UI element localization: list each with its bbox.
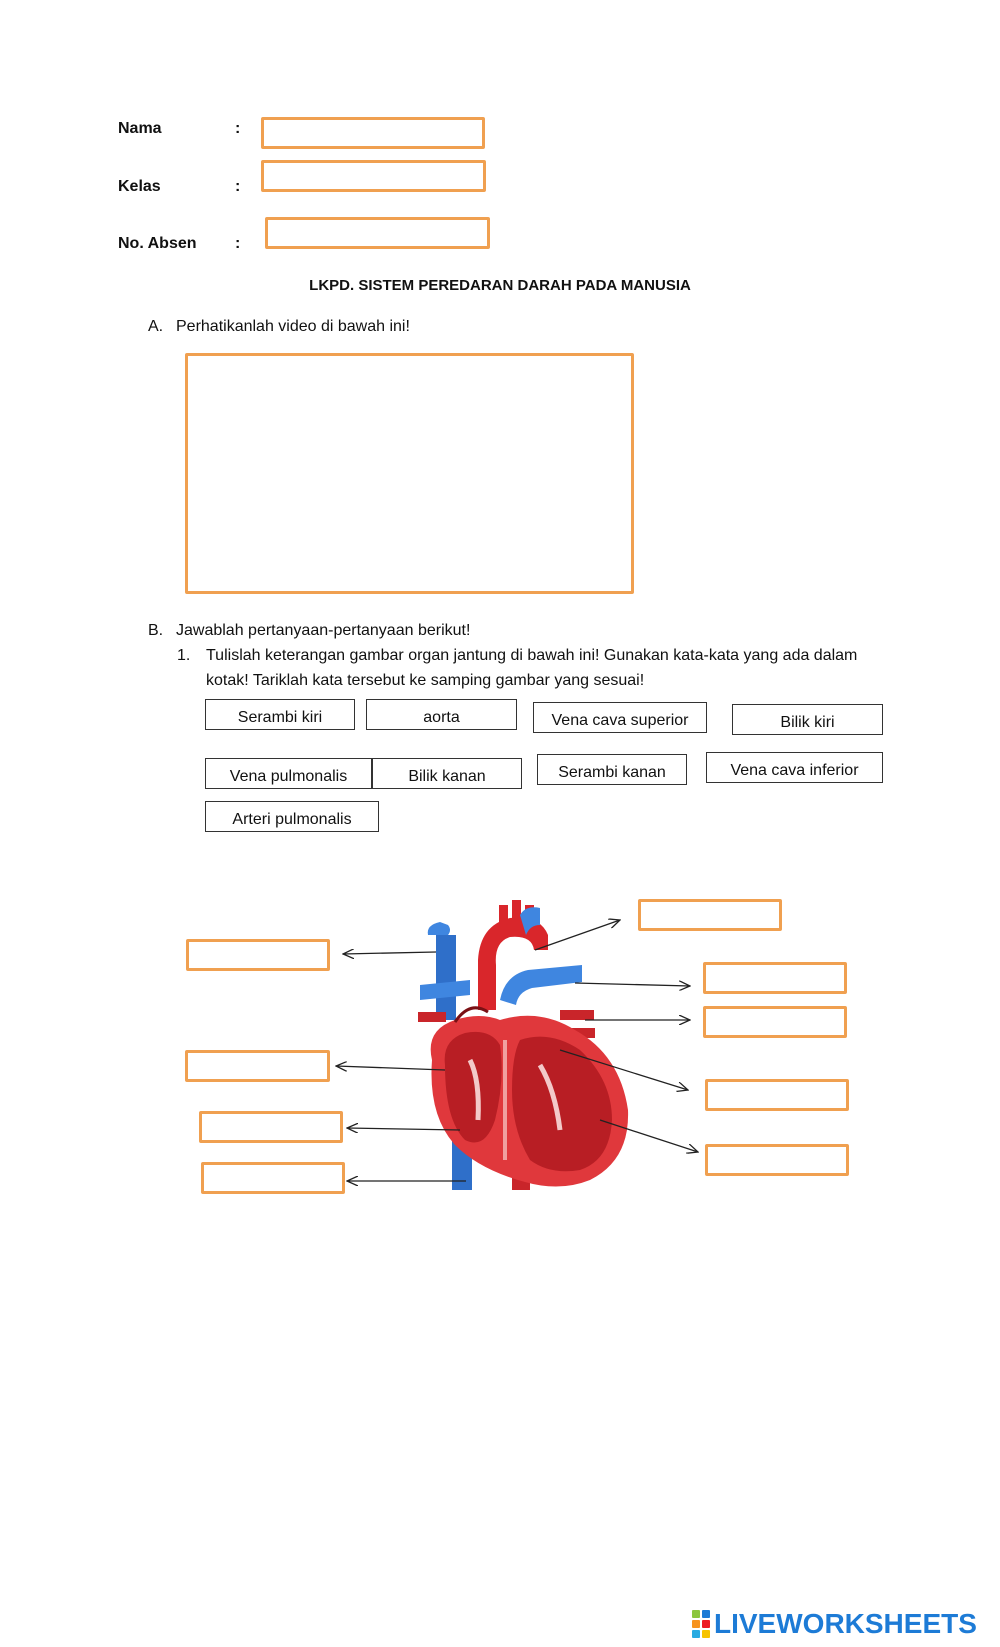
nama-input[interactable] [261,117,485,149]
arrow-left-2 [336,1066,445,1070]
video-frame[interactable] [185,353,634,594]
answer-box-left-2[interactable] [185,1050,330,1082]
answer-box-right-2[interactable] [703,962,847,994]
arrow-left-3 [347,1128,460,1130]
logo-text: LIVEWORKSHEETS [714,1608,977,1639]
answer-box-left-4[interactable] [201,1162,345,1194]
liveworksheets-logo [692,1607,992,1641]
answer-box-right-4[interactable] [705,1079,849,1111]
section-b-instruction: Jawablah pertanyaan-pertanyaan berikut! [176,622,471,639]
word-vena-cava-superior[interactable]: Vena cava superior [533,702,707,733]
answer-box-left-1[interactable] [186,939,330,971]
word-aorta[interactable]: aorta [366,699,517,730]
page-title: LKPD. SISTEM PEREDARAN DARAH PADA MANUSIA [309,277,691,294]
word-vena-pulmonalis[interactable]: Vena pulmonalis [205,758,372,789]
word-bilik-kanan[interactable]: Bilik kanan [372,758,522,789]
kelas-colon: : [235,178,241,195]
answer-box-left-3[interactable] [199,1111,343,1143]
absen-colon: : [235,235,241,252]
word-arteri-pulmonalis[interactable]: Arteri pulmonalis [205,801,379,832]
kelas-input[interactable] [261,160,486,192]
word-vena-cava-inferior[interactable]: Vena cava inferior [706,752,883,783]
absen-label: No. Absen [118,235,197,252]
word-serambi-kiri[interactable]: Serambi kiri [205,699,355,730]
question-1-line-2: kotak! Tariklah kata tersebut ke samping gambar yang sesuai! [206,672,645,689]
section-a-marker: A. [148,318,164,335]
nama-label: Nama [118,120,162,137]
word-bilik-kiri[interactable]: Bilik kiri [732,704,883,735]
heart-diagram [0,880,1000,1220]
logo-grid-icon [692,1610,710,1638]
nama-colon: : [235,120,241,137]
question-1-number: 1. [177,647,191,664]
answer-box-right-5[interactable] [705,1144,849,1176]
word-serambi-kanan[interactable]: Serambi kanan [537,754,687,785]
absen-input[interactable] [265,217,490,249]
section-a-instruction: Perhatikanlah video di bawah ini! [176,318,410,335]
kelas-label: Kelas [118,178,161,195]
arrow-left-1 [343,952,436,954]
answer-box-right-3[interactable] [703,1006,847,1038]
heart-illustration [418,900,628,1190]
section-b-marker: B. [148,622,164,639]
arrow-right-2 [575,983,690,986]
answer-box-right-1[interactable] [638,899,782,931]
question-1-line-1: Tulislah keterangan gambar organ jantung di bawah ini! Gunakan kata-kata yang ada dalam [206,647,858,664]
